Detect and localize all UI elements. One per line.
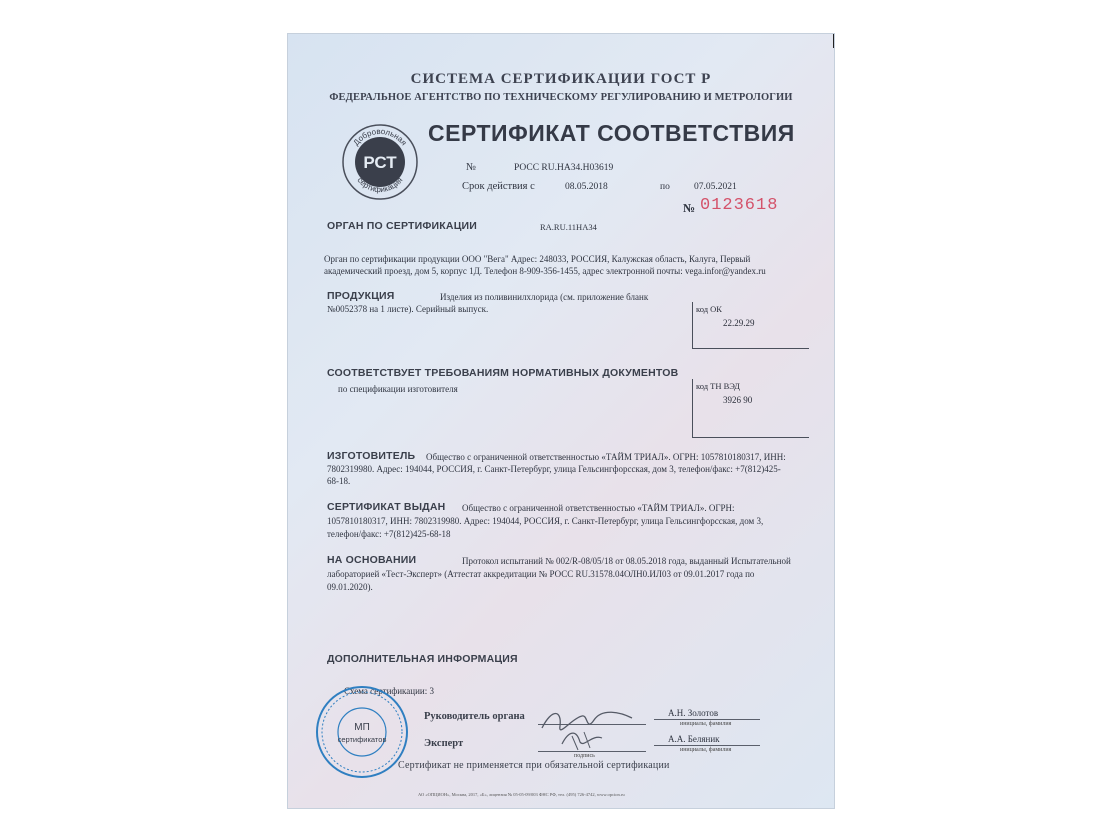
product-line-1: Изделия из поливинилхлорида (см. приложение бланк: [440, 292, 649, 302]
expert-label: Эксперт: [424, 738, 464, 749]
manufacturer-line-2: 7802319980. Адрес: 194044, РОССИЯ, г. Санкт-Петербург, улица Гельсингфорсская, дом 3, телефон/факс: +7(812)425-: [327, 464, 781, 474]
number-label: №: [466, 162, 477, 173]
certification-scheme: Схема сертификации: 3: [344, 686, 434, 696]
expert-name: А.А. Беляник: [668, 734, 720, 744]
valid-to: 07.05.2021: [694, 182, 737, 192]
issued-to-line-1: Общество с ограниченной ответственностью «ТАЙМ ТРИАЛ». ОГРН:: [462, 503, 735, 513]
basis-line-2: лабораторией «Тест-Эксперт» (Аттестат аккредитации № РОСС RU.31578.04ОЛН0.ИЛ03 от 09.01.2017 года по: [327, 569, 755, 579]
basis-line-3: 09.01.2020).: [327, 582, 373, 592]
logo-mark: РСТ: [363, 153, 397, 172]
issued-to-line-3: телефон/факс: +7(812)425-68-18: [327, 529, 451, 539]
product-line-2: №0052378 на 1 листе). Серийный выпуск.: [327, 304, 489, 314]
blank-serial-number: 0123618: [700, 196, 779, 215]
blank-number-label: №: [683, 201, 696, 215]
valid-from: 08.05.2018: [565, 182, 608, 192]
head-of-body-label: Руководитель органа: [424, 711, 525, 722]
additional-info-label: ДОПОЛНИТЕЛЬНАЯ ИНФОРМАЦИЯ: [327, 653, 518, 665]
conformity-label: СООТВЕТСТВУЕТ ТРЕБОВАНИЯМ НОРМАТИВНЫХ ДОКУМЕНТОВ: [327, 367, 679, 379]
head-name-line: [654, 719, 760, 720]
okpd-code-box: [692, 302, 809, 349]
agency-title: ФЕДЕРАЛЬНОЕ АГЕНТСТВО ПО ТЕХНИЧЕСКОМУ РЕГУЛИРОВАНИЮ И МЕТРОЛОГИИ: [329, 92, 793, 103]
rst-logo: [340, 122, 420, 202]
expert-name-caption: инициалы, фамилия: [680, 747, 732, 753]
system-title: СИСТЕМА СЕРТИФИКАЦИИ ГОСТ Р: [410, 71, 712, 87]
validity-label: Срок действия с: [462, 181, 535, 192]
tnved-code-label: код ТН ВЭД: [696, 381, 740, 391]
expert-name-line: [654, 745, 760, 746]
head-name-caption: инициалы, фамилия: [680, 721, 732, 727]
basis-line-1: Протокол испытаний № 002/R-08/05/18 от 08.05.2018 года, выданный Испытательной: [462, 556, 791, 566]
certification-body-line-1: Орган по сертификации продукции ООО "Вега" Адрес: 248033, РОССИЯ, Калужская область, Калуга, Первый: [324, 254, 751, 264]
head-name: А.Н. Золотов: [668, 708, 719, 718]
certificate-number: РОСС RU.НА34.Н03619: [514, 163, 614, 173]
signature-caption: подпись: [574, 753, 595, 759]
handwritten-signature: [532, 698, 642, 752]
issued-to-label: СЕРТИФИКАТ ВЫДАН: [327, 501, 446, 513]
conformity-text: по спецификации изготовителя: [338, 384, 458, 394]
footer-notice: Сертификат не применяется при обязательной сертификации: [398, 760, 670, 771]
product-label: ПРОДУКЦИЯ: [327, 290, 395, 302]
manufacturer-line-1: Общество с ограниченной ответственностью «ТАЙМ ТРИАЛ». ОГРН: 1057810180317, ИНН:: [426, 452, 786, 462]
certificate-title: СЕРТИФИКАТ СООТВЕТСТВИЯ: [428, 120, 795, 146]
okpd-code: 22.29.29: [723, 318, 755, 328]
logo-bottom-text: сертификация: [355, 175, 405, 195]
okpd-code-label: код ОК: [696, 304, 722, 314]
tnved-code-box: [692, 379, 809, 438]
certification-body-line-2: академический проезд, дом 5, корпус 1Д. Телефон 8-909-356-1455, адрес электронной почты: vega.infor@yandex.ru: [324, 266, 766, 276]
manufacturer-line-3: 68-18.: [327, 476, 351, 486]
certificate-document: [288, 34, 834, 808]
seal-mp: МП: [354, 722, 370, 733]
issued-to-line-2: 1057810180317, ИНН: 7802319980. Адрес: 194044, РОССИЯ, г. Санкт-Петербург, улица Гельсингфорсская, дом 3,: [327, 516, 764, 526]
certification-body-label: ОРГАН ПО СЕРТИФИКАЦИИ: [327, 220, 478, 232]
seal-center-text: сертификатов: [337, 735, 387, 744]
certification-seal: [314, 684, 410, 780]
certification-body-code: RA.RU.11НА34: [540, 222, 597, 232]
validity-to-label: по: [660, 182, 670, 192]
tnved-code: 3926 90: [723, 395, 753, 405]
manufacturer-label: ИЗГОТОВИТЕЛЬ: [327, 450, 416, 462]
printer-imprint: АО «ОПЦИОН», Москва, 2017, «Б», лицензия № 05-05-09/003 ФНС РФ, тел. (495) 726-4742, www.opcion.ru: [418, 792, 625, 797]
logo-top-text: Добровольная: [351, 126, 409, 148]
basis-label: НА ОСНОВАНИИ: [327, 554, 417, 566]
